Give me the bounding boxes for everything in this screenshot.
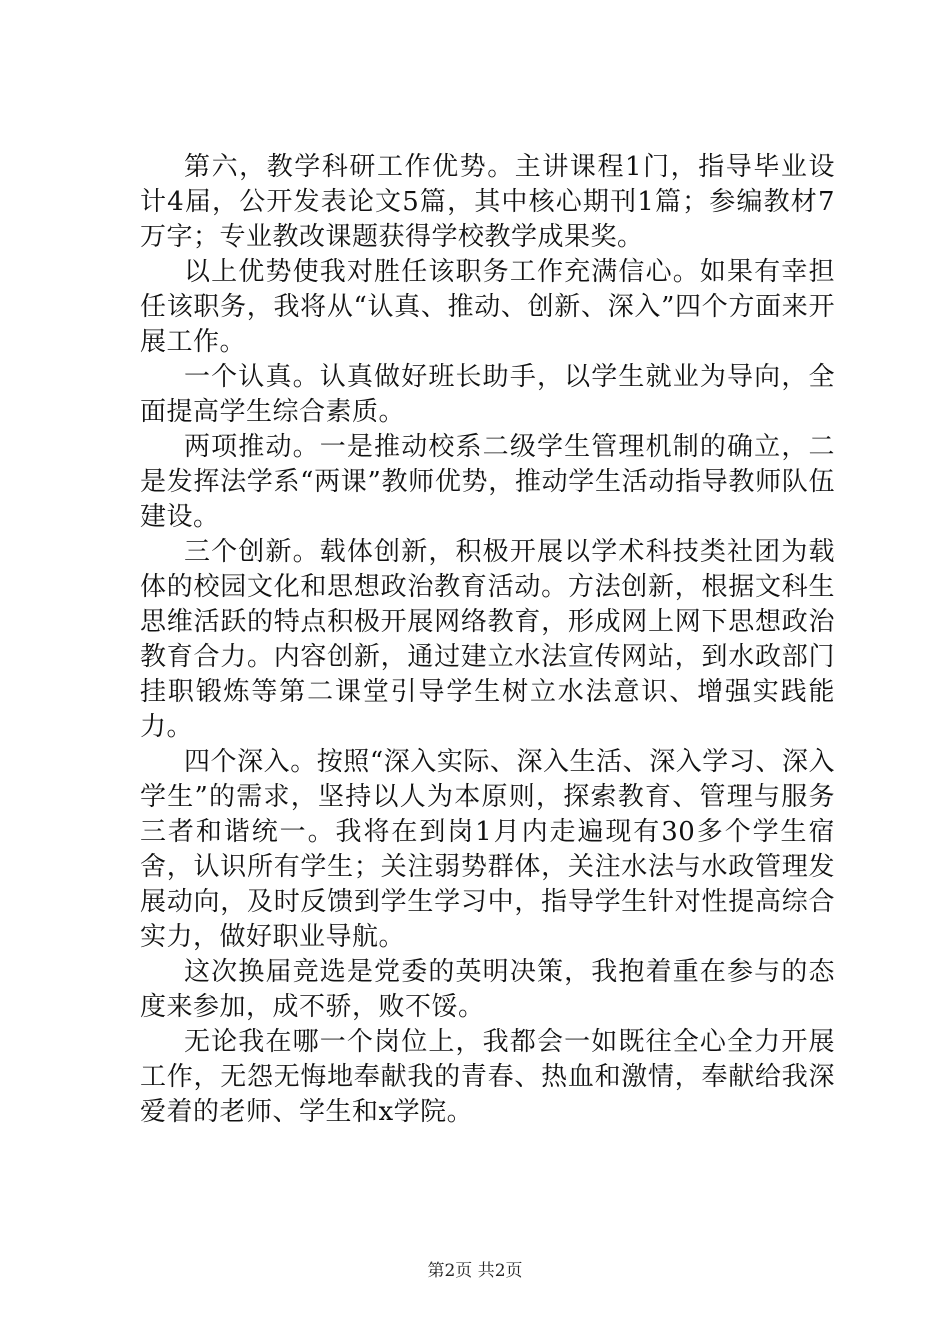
page-number-footer: 第2页 共2页 (427, 1261, 523, 1281)
paragraph-closing: 无论我在哪一个岗位上，我都会一如既往全心全力开展工作，无怨无悔地奉献我的青春、热血和激情，奉献给我深爱着的老师、学生和x学院。 (140, 1027, 835, 1127)
paragraph-three-innovations: 三个创新。载体创新，积极开展以学术科技类社团为载体的校园文化和思想政治教育活动。方法创新，根据文科生思维活跃的特点积极开展网络教育，形成网上网下思想政治教育合力。内容创新，通过建立水法宣传网站，到水政部门挂职锻炼等第二课堂引导学生树立水法意识、增强实践能力。 (140, 537, 835, 742)
document-body (140, 150, 835, 1130)
paragraph-two-promotions: 两项推动。一是推动校系二级学生管理机制的确立，二是发挥法学系“两课”教师优势，推动学生活动指导教师队伍建设。 (140, 432, 835, 532)
paragraph-confidence: 以上优势使我对胜任该职务工作充满信心。如果有幸担任该职务，我将从“认真、推动、创新、深入”四个方面来开展工作。 (140, 257, 835, 357)
paragraph-election-attitude: 这次换届竞选是党委的英明决策，我抱着重在参与的态度来参加，成不骄，败不馁。 (140, 957, 835, 1022)
paragraph-teaching-research: 第六，教学科研工作优势。主讲课程1门，指导毕业设计4届，公开发表论文5篇，其中核心期刊1篇；参编教材7万字；专业教改课题获得学校教学成果奖。 (140, 152, 835, 252)
paragraph-one-diligence: 一个认真。认真做好班长助手，以学生就业为导向，全面提高学生综合素质。 (140, 362, 835, 427)
paragraph-four-deepenings: 四个深入。按照“深入实际、深入生活、深入学习、深入学生”的需求，坚持以人为本原则，探索教育、管理与服务三者和谐统一。我将在到岗1月内走遍现有30多个学生宿舍，认识所有学生；关注弱势群体，关注水法与水政管理发展动向，及时反馈到学生学习中，指导学生针对性提高综合实力，做好职业导航。 (140, 747, 835, 952)
